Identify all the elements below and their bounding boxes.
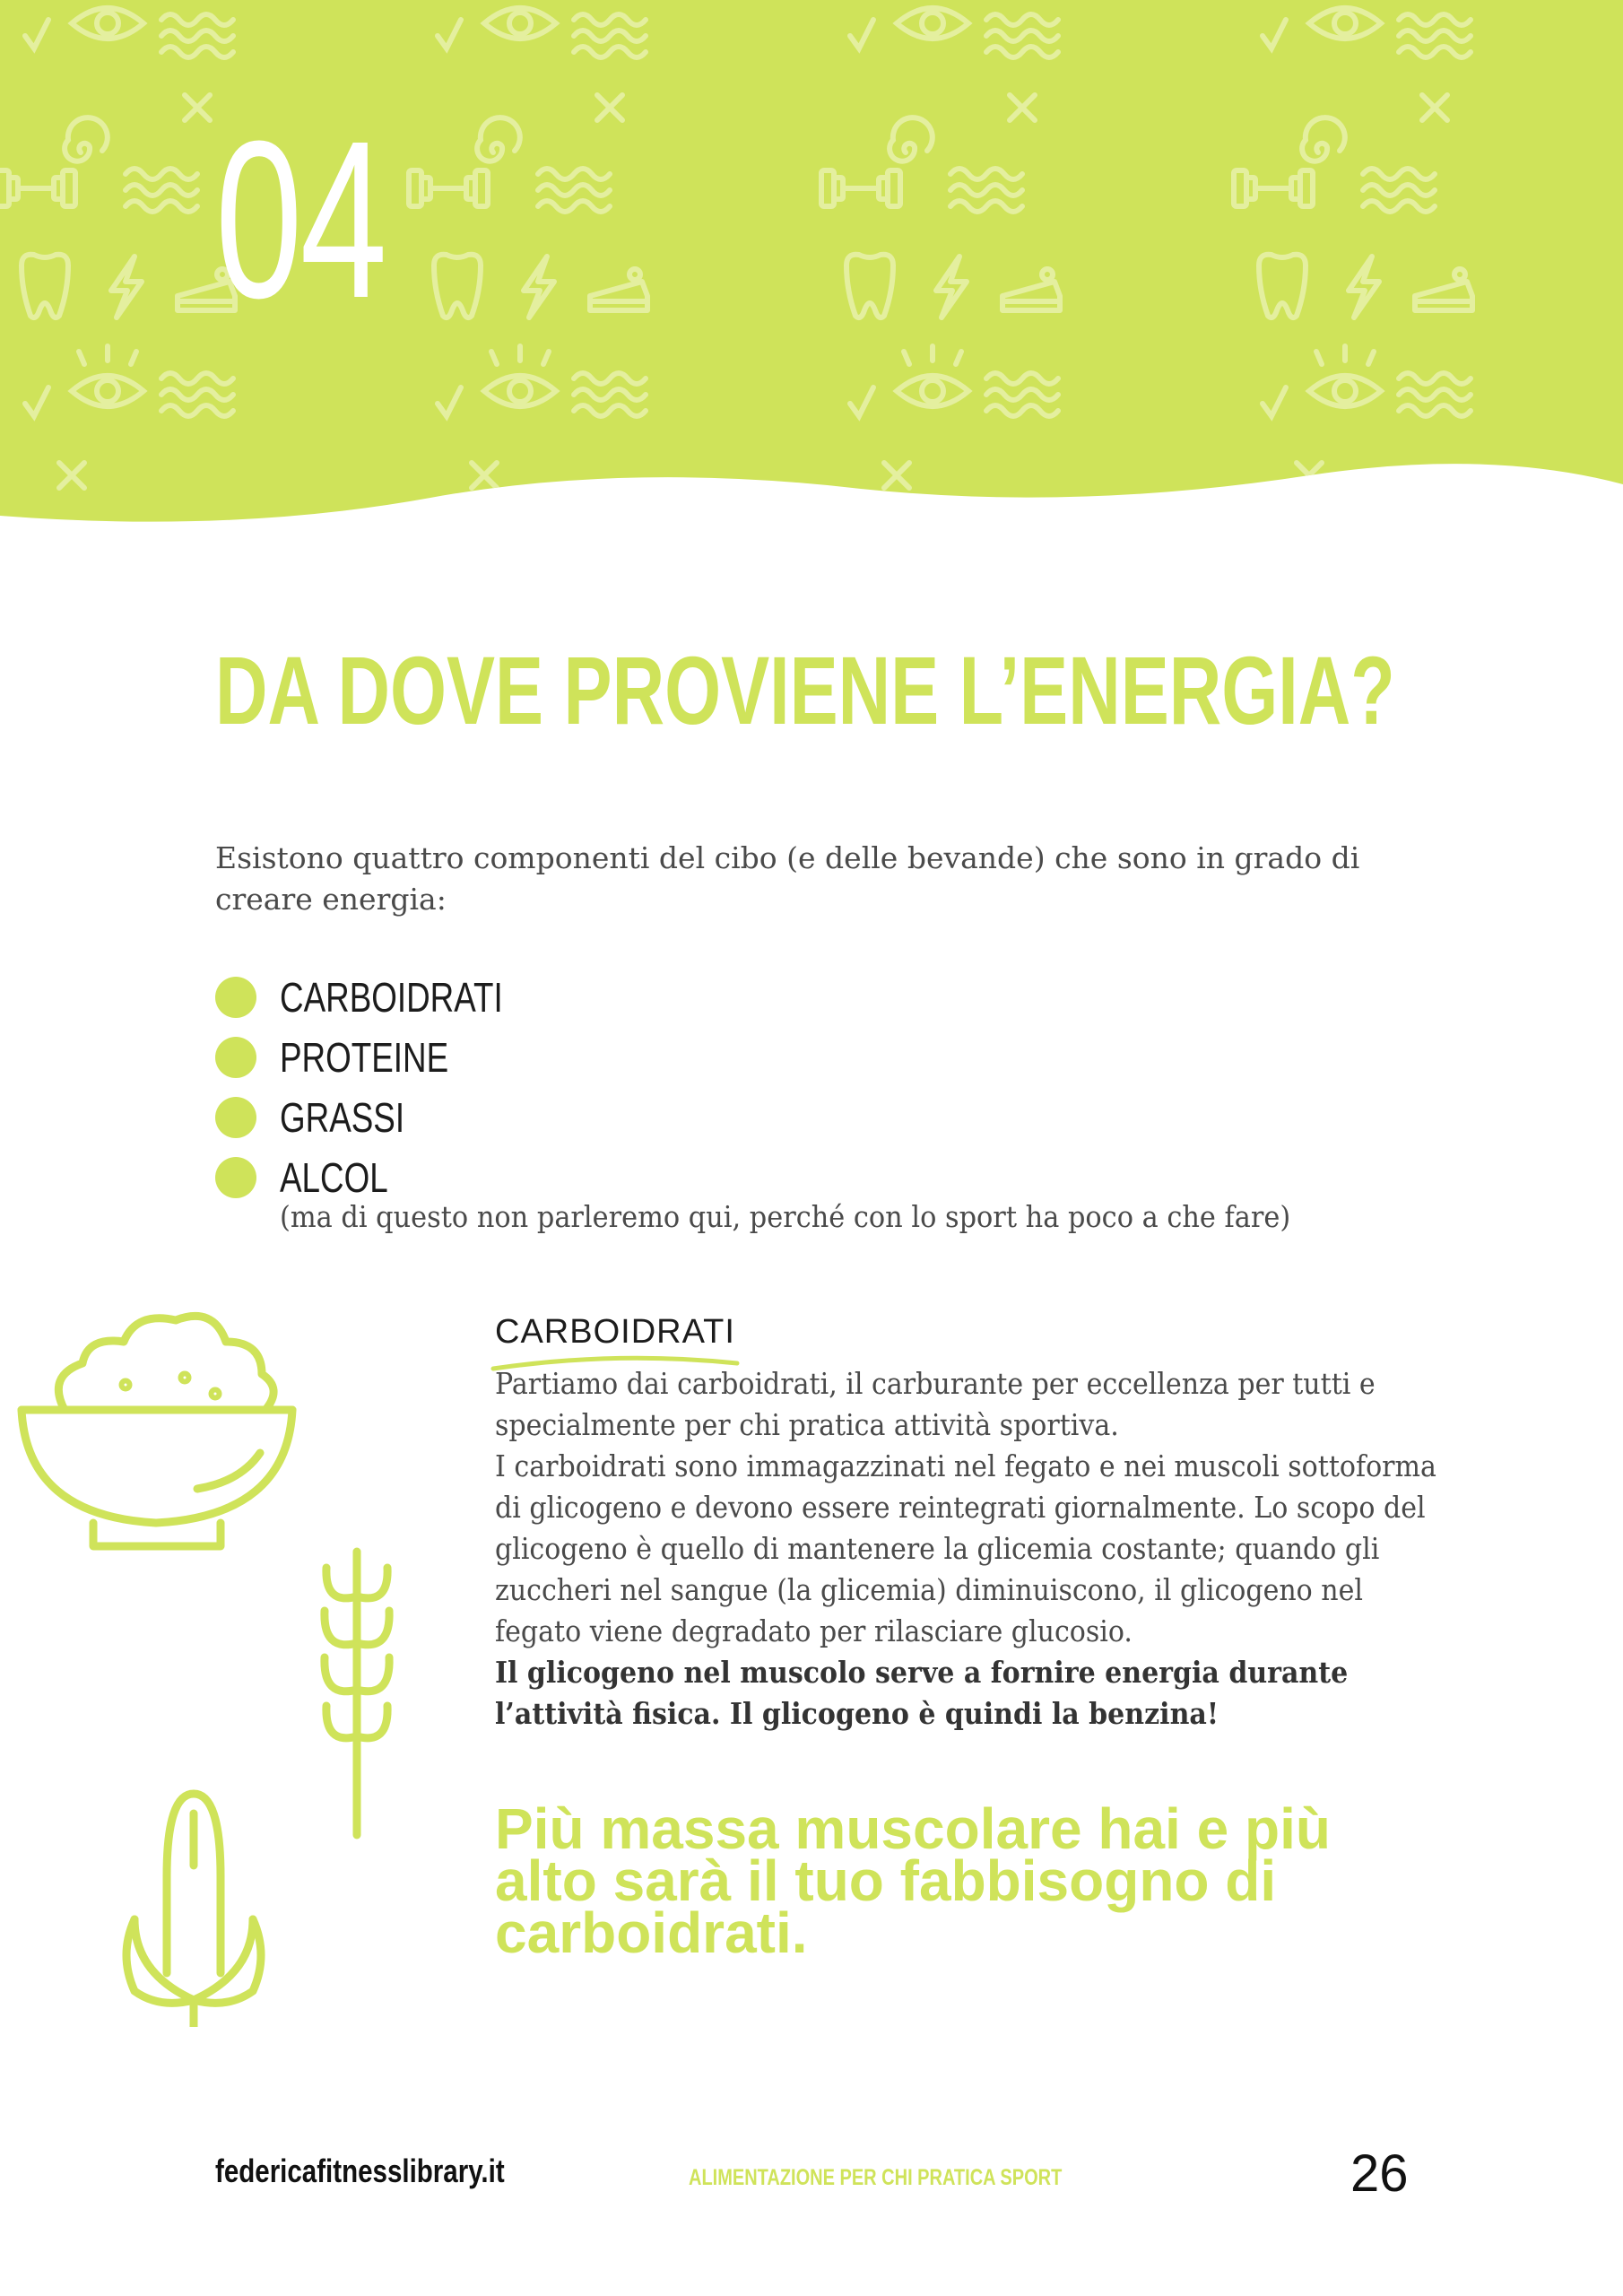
footer-book-title: ALIMENTAZIONE PER CHI PRATICA SPORT <box>689 2165 1063 2190</box>
bullet-dot-icon <box>215 977 256 1018</box>
list-item-label: ALCOL <box>280 1153 388 1201</box>
bullet-dot-icon <box>215 1037 256 1078</box>
section-title: CARBOIDRATI <box>495 1313 735 1351</box>
body-paragraph-bold: Il glicogeno nel muscolo serve a fornire energia durante l’attività fisica. Il glicogeno è quindi la benzina! <box>495 1655 1349 1731</box>
footer-site-link[interactable]: federicafitnesslibrary.it <box>215 2152 505 2189</box>
rice-bowl-icon <box>22 1316 292 1546</box>
list-item <box>215 1087 559 1147</box>
wheat-icon <box>325 1552 389 1835</box>
list-item-label: CARBOIDRATI <box>280 973 503 1021</box>
bullet-dot-icon <box>215 1097 256 1138</box>
list-item-label: PROTEINE <box>280 1033 449 1081</box>
list-item <box>215 1027 559 1087</box>
list-item <box>215 967 559 1027</box>
food-illustrations <box>0 1292 421 2027</box>
body-paragraph: I carboidrati sono immagazzinati nel fegato e nei muscoli sottoforma di glicogeno e devono essere reintegrati giornalmente. Lo scopo del glicogeno è quello di mantenere la glicemia costante; quando gli zuccheri nel sangue (la glicemia) diminuiscono, il glicogeno nel fegato viene degradato per rilasciare glucosio. <box>495 1448 1436 1648</box>
list-item-label: GRASSI <box>280 1093 405 1141</box>
energy-sources-list <box>215 967 559 1207</box>
section-body <box>495 1363 1454 1735</box>
body-paragraph: Partiamo dai carboidrati, il carburante per eccellenza per tutti e specialmente per chi pratica attività sportiva. <box>495 1366 1376 1442</box>
bullet-dot-icon <box>215 1157 256 1198</box>
intro-paragraph: Esistono quattro componenti del cibo (e delle bevande) che sono in grado di creare energia: <box>215 840 1360 917</box>
alcohol-note: (ma di questo non parleremo qui, perché con lo sport ha poco a che fare) <box>280 1199 1291 1234</box>
highlight-quote: Più massa muscolare hai e più alto sarà il tuo fabbisogno di carboidrati. <box>495 1796 1331 1965</box>
page-number: 26 <box>1350 2144 1409 2203</box>
corn-icon <box>126 1794 261 2027</box>
page-title: DA DOVE PROVIENE L’ENERGIA? <box>215 636 1395 744</box>
chapter-number: 04 <box>215 94 386 344</box>
